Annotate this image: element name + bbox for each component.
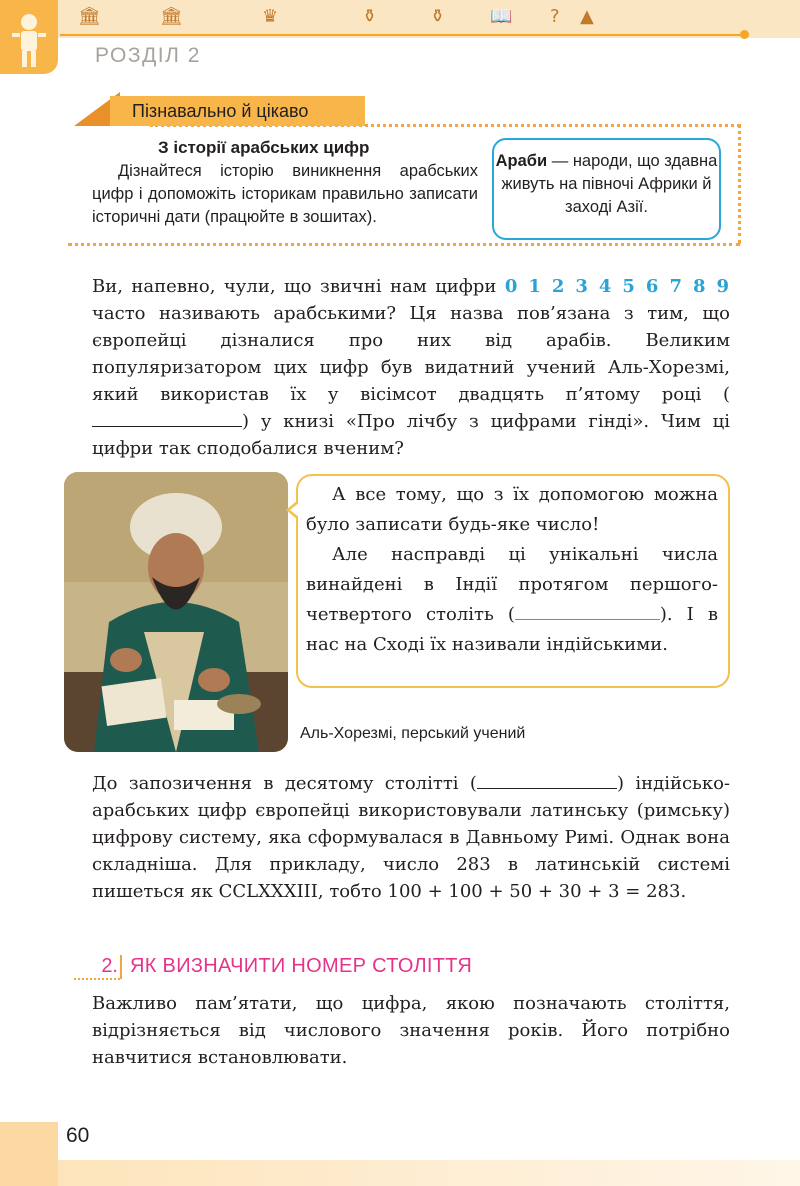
corner-tab [0, 0, 58, 74]
landmark-icon: 🏛 [78, 6, 101, 27]
section-2-divider [120, 955, 122, 979]
header-rule [60, 34, 745, 36]
info-box-border-bottom [68, 243, 740, 246]
paragraph-1 [92, 273, 730, 462]
info-box-text [92, 160, 478, 229]
section-label: РОЗДІЛ 2 [95, 44, 201, 67]
footer-band [58, 1160, 800, 1186]
paragraph-1-start: Ви, напевно, чули, що звичні нам цифри [92, 276, 505, 297]
column-temple-icon: 🏛 [160, 6, 183, 27]
bubble-line-2-end: ). І в нас на Сході їх називали індійськими. [306, 604, 718, 655]
arabs-term: Араби [495, 152, 548, 170]
arabs-definition-box [492, 138, 721, 240]
date-blank-3[interactable] [477, 772, 617, 789]
header-rule-dot [740, 30, 749, 39]
page-number: 60 [66, 1124, 90, 1147]
speech-bubble-text [306, 480, 718, 660]
figure-icon [0, 0, 58, 74]
info-banner: Пізнавально й цікаво [110, 96, 365, 126]
info-box-title: З історії арабських цифр [158, 138, 370, 157]
paragraph-1-end: ) у книзі «Про лічбу з цифрами гінді». Чим ці цифри так сподобалися вченим? [92, 411, 730, 459]
date-blank-1[interactable] [92, 410, 242, 427]
paragraph-2-start: До запозичення в десятому столітті ( [92, 773, 477, 794]
vase-icon: ⚱ [362, 6, 378, 27]
section-2-number: 2. [74, 955, 120, 980]
footer-left-band [0, 1122, 58, 1186]
info-box-body: Дізнайтеся історію виникнення арабських цифр і допоможіть історикам правильно записати історичні дати (працюйте в зошитах). [92, 162, 478, 226]
vase-icon: ⚱ [430, 6, 446, 27]
portrait-caption: Аль-Хорезмі, перський учений [300, 725, 526, 742]
speech-bubble-tail-inner [290, 502, 300, 518]
paragraph-2-end: ) індійсько-арабських цифр європейці використовували латинську (римську) цифрову систему, яка сформувалася в Давньому Римі. Однак вона складніша. Для прикладу, число 283 в латинській системі пишеться як CCLXXXIII, тобто 100 + 100 + 50 + 30 + 3 = 283. [92, 773, 730, 902]
info-box-border-right [738, 124, 741, 244]
paragraph-3-text: Важливо пам’ятати, що цифра, якою позначають століття, відрізняється від числового значення років. Його потрібно навчитися встановлювати. [92, 993, 730, 1068]
header-band [0, 0, 800, 38]
al-khwarizmi-portrait [64, 472, 288, 752]
paragraph-1-middle: часто називають арабськими? Ця назва пов’язана з тим, що європейці дізналися про них від арабів. Великим популяризатором цих цифр був видатний учений Аль-Хорезмі, який використав їх у вісімсот двадцять п’ятому році ( [92, 303, 730, 405]
section-2-title: ЯК ВИЗНАЧИТИ НОМЕР СТОЛІТТЯ [130, 955, 473, 977]
book-icon: 📖 [490, 6, 513, 27]
paragraph-2 [92, 770, 730, 905]
arabs-definition: — народи, що здавна живуть на півночі Африки й заході Азії. [501, 152, 718, 216]
bubble-line-2-start: Але насправді ці унікальні числа винайдені в Індії протягом першого-четвертого століть ( [306, 544, 718, 625]
paragraph-3 [92, 990, 730, 1071]
question-icon: ? [550, 6, 560, 27]
date-blank-2[interactable] [515, 603, 660, 620]
pyramid-icon: ▲ [580, 6, 594, 27]
bubble-line-1: А все тому, що з їх допомогою можна було записати будь-яке число! [306, 484, 718, 535]
crown-icon: ♛ [262, 6, 279, 27]
digits-sequence: 0 1 2 3 4 5 6 7 8 9 [504, 276, 730, 297]
